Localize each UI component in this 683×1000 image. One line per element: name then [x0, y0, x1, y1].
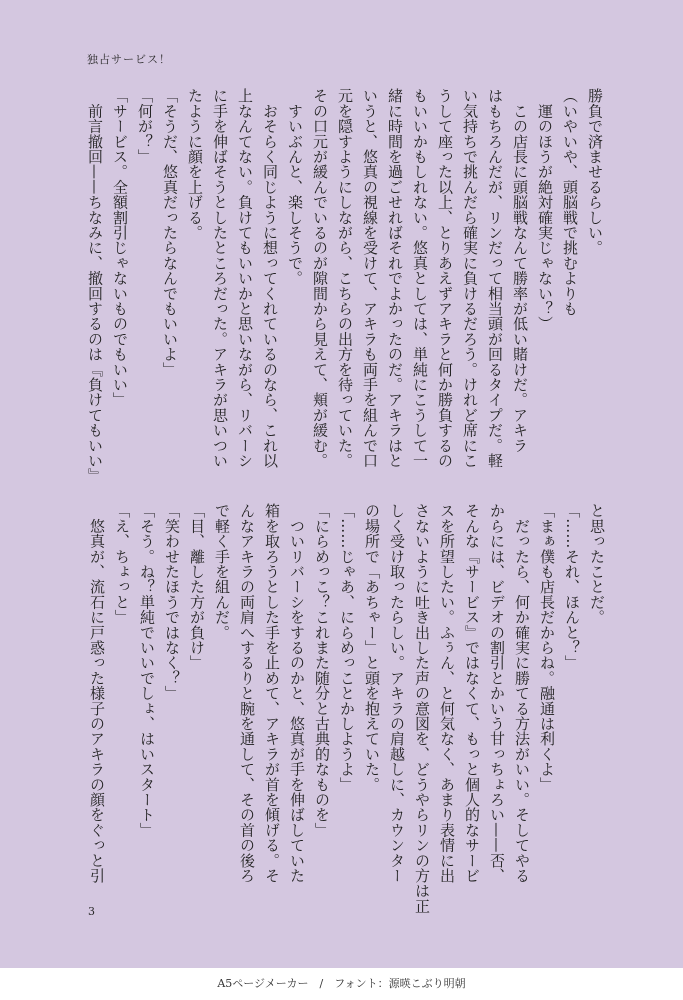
text-line: おそらく同じように想ってくれているのなら、これ以 — [261, 88, 279, 468]
text-line: 上なんてない。負けてもいいかと思いながら、リバーシ — [236, 88, 254, 468]
text-line: 勝負で済ませるらしい。 — [586, 88, 604, 256]
text-line: 「そうだ、悠真だったらなんでもいいよ」 — [161, 88, 179, 377]
text-line: 「そう。ね？単純でいいでしょ、はいスタート」 — [138, 503, 156, 838]
text-line: 「……じゃあ、にらめっことかしようよ」 — [338, 503, 356, 792]
text-line: からには、ビデオの割引とかいう甘っちょろい——否、 — [488, 503, 506, 883]
text-line: そんな『サービス』ではなくて、もっと個人的なサービ — [463, 503, 481, 883]
text-line: 運のほうが絶対確実じゃない？） — [536, 88, 554, 332]
text-line: 緒に時間を過ごせればそれでよかったのだ。アキラはと — [386, 88, 404, 468]
text-line: しく受け取ったらしい。アキラの肩越しに、カウンター — [388, 503, 406, 883]
text-line: いうと、悠真の視線を受けて、アキラも両手を組んで口 — [361, 88, 379, 468]
text-line: たように顔を上げる。 — [186, 88, 204, 240]
text-line: 「え、ちょっと」 — [113, 503, 131, 625]
text-line: 「サービス。全額割引じゃないものでもいい」 — [111, 88, 129, 408]
text-line: んなアキラの両肩へするりと腕を通して、その首の後ろ — [238, 503, 256, 883]
text-line: はもちろんだが、リンだって相当頭が回るタイプだ。軽 — [486, 88, 504, 468]
text-column-lower — [87, 503, 609, 914]
text-line: この店長に頭脳戦なんて勝率が低い賭けだ。アキラ — [511, 88, 529, 453]
text-line: すいぶんと、楽しそうで。 — [286, 88, 304, 286]
text-line: 「笑わせたほうではなく？」 — [163, 503, 181, 701]
text-line: 「にらめっこ？これまた随分と古典的なものを」 — [313, 503, 331, 838]
text-line: 悠真が、流石に戸惑った様子のアキラの顔をぐっと引 — [88, 503, 106, 883]
text-line: 前言撤回——ちなみに、撤回するのは『負けてもいい』 — [86, 88, 104, 484]
page-number: 3 — [88, 905, 95, 918]
text-line: 「目、離した方が負け」 — [188, 503, 206, 671]
text-line: で軽く手を組んだ。 — [213, 503, 231, 640]
text-line: さないように吐き出した声の意図を、どうやらリンの方は正 — [413, 503, 431, 914]
text-line: 「まぁ僕も店長だからね。融通は利くよ」 — [538, 503, 556, 792]
text-line: と思ったことだ。 — [588, 503, 606, 625]
text-column-upper — [85, 88, 607, 488]
text-line: 箱を取ろうとした手を止めて、アキラが首を傾げる。そ — [263, 503, 281, 883]
text-line: だったら、何か確実に勝てる方法がいい。そしてやる — [513, 503, 531, 883]
page-header-title: 独占サービス！ — [87, 53, 171, 66]
text-line: うして座った以上、とりあえずアキラと何か勝負するの — [436, 88, 454, 468]
text-line: （いやいや、頭脳戦で挑むよりも — [561, 88, 579, 316]
text-line: 元を隠すようにしながら、こちらの出方を待っていた。 — [336, 88, 354, 468]
text-line: 「何が？」 — [136, 88, 154, 164]
text-line: い気持ちで挑んだら確実に負けるだろう。けれど席にこ — [461, 88, 479, 468]
text-line: スを所望したい。ふぅん、と何気なく、あまり表情に出 — [438, 503, 456, 883]
text-line: に手を伸ばそうとしたところだった。アキラが思いつい — [211, 88, 229, 468]
footer-credit: A5ページメーカー / フォント：源暎こぶり明朝 — [0, 968, 683, 1000]
text-line: の場所で「あちゃー」と頭を抱えていた。 — [363, 503, 381, 792]
text-line: その口元が緩んでいるのが隙間から見えて、頬が緩む。 — [311, 88, 329, 468]
text-line: もいいかもしれない。悠真としては、単純にこうして一 — [411, 88, 429, 468]
text-line: ついリバーシをするのかと、悠真が手を伸ばしていた — [288, 503, 306, 883]
text-line: 「……それ、ほんと？」 — [563, 503, 581, 671]
